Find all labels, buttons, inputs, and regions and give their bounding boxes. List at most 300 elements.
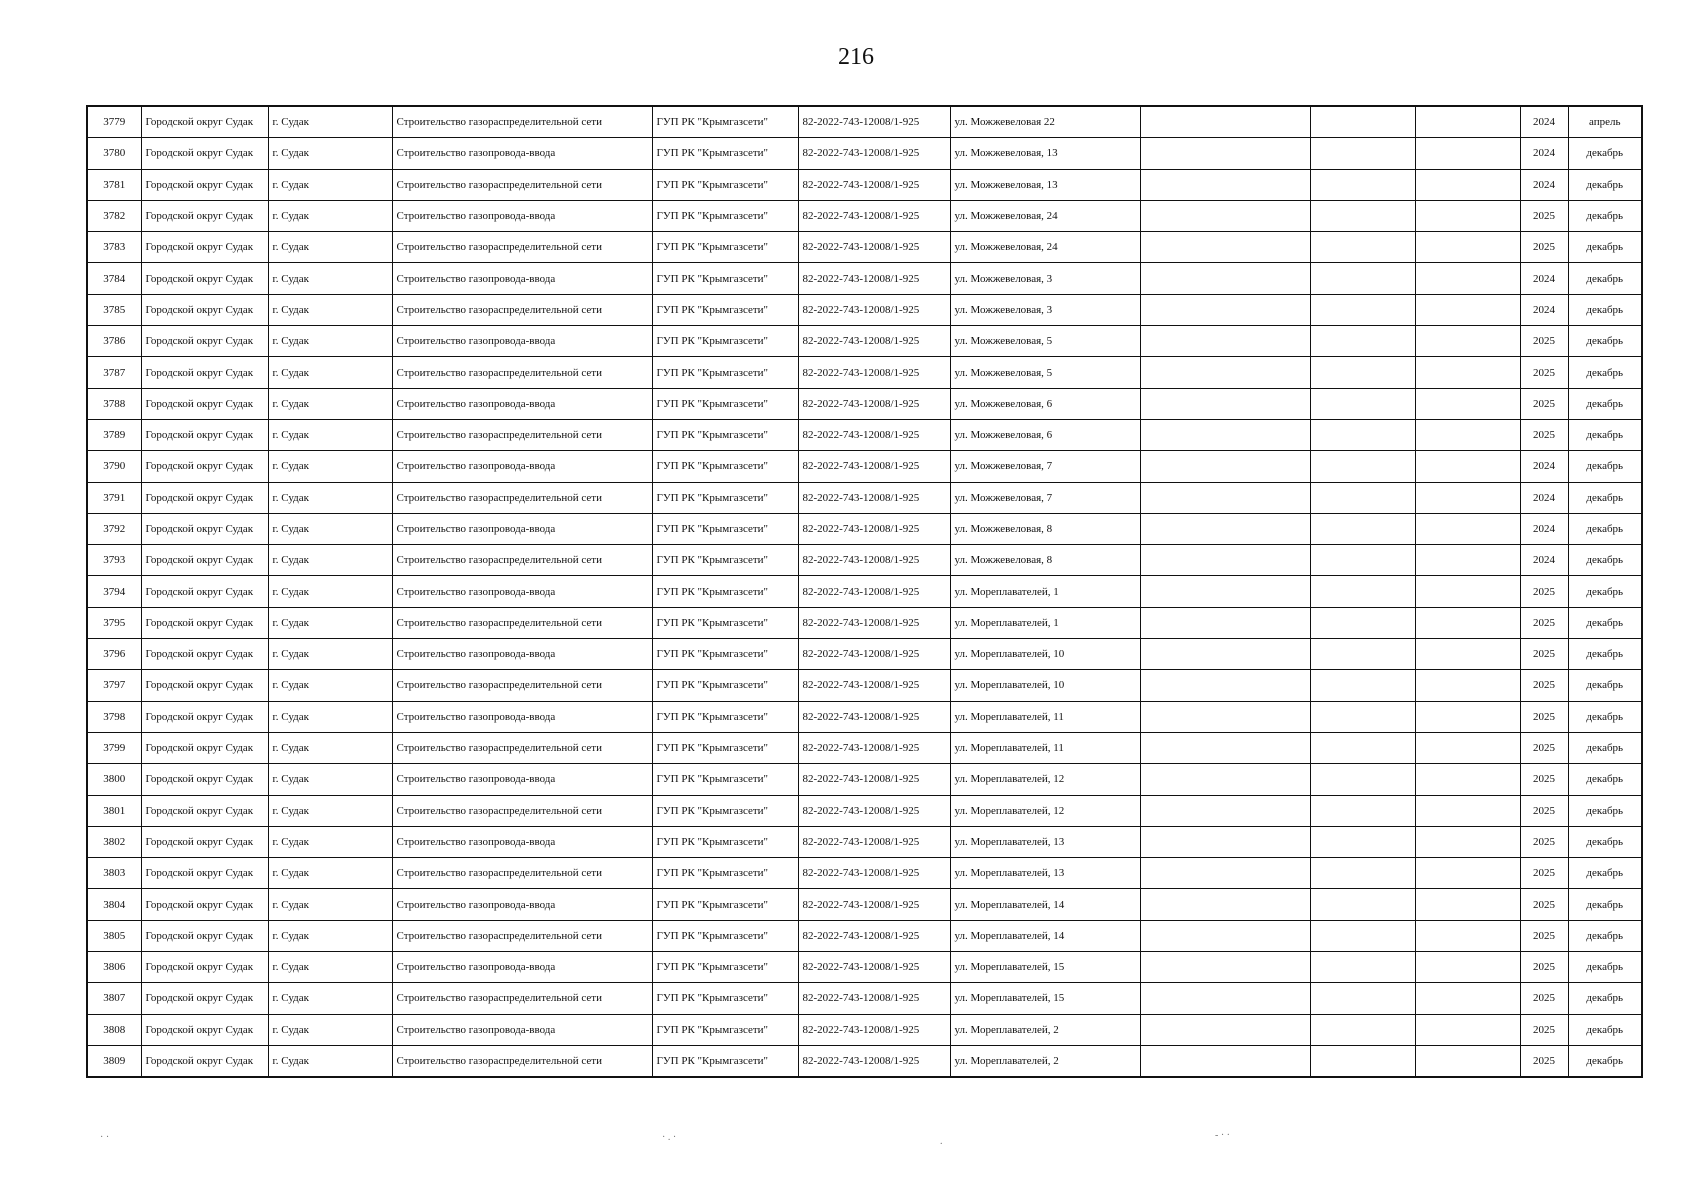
table-row	[87, 106, 1642, 138]
cell-empty	[1310, 388, 1415, 419]
cell-organization: ГУП РК "Крымгазсети"	[652, 576, 798, 607]
cell-district: Городской округ Судак	[141, 920, 268, 951]
cell-empty	[1140, 732, 1310, 763]
cell-empty	[1310, 858, 1415, 889]
cell-month: декабрь	[1568, 169, 1642, 200]
cell-empty	[1310, 263, 1415, 294]
cell-district: Городской округ Судак	[141, 294, 268, 325]
cell-row-number: 3800	[87, 764, 141, 795]
cell-row-number: 3789	[87, 419, 141, 450]
table-row	[87, 639, 1642, 670]
cell-district: Городской округ Судак	[141, 952, 268, 983]
cell-city: г. Судак	[268, 858, 392, 889]
page-number: 216	[838, 44, 874, 70]
cell-work-type: Строительство газопровода-ввода	[392, 388, 652, 419]
cell-program-code: 82-2022-743-12008/1-925	[798, 357, 950, 388]
cell-empty	[1415, 1014, 1520, 1045]
table-row	[87, 952, 1642, 983]
cell-row-number: 3785	[87, 294, 141, 325]
cell-empty	[1415, 858, 1520, 889]
cell-address: ул. Мореплавателей, 10	[950, 639, 1140, 670]
cell-district: Городской округ Судак	[141, 732, 268, 763]
cell-empty	[1140, 169, 1310, 200]
cell-city: г. Судак	[268, 920, 392, 951]
cell-year: 2024	[1520, 451, 1568, 482]
cell-address: ул. Мореплавателей, 2	[950, 1014, 1140, 1045]
cell-empty	[1140, 858, 1310, 889]
cell-city: г. Судак	[268, 419, 392, 450]
table-row	[87, 1014, 1642, 1045]
cell-city: г. Судак	[268, 701, 392, 732]
cell-program-code: 82-2022-743-12008/1-925	[798, 106, 950, 138]
cell-city: г. Судак	[268, 670, 392, 701]
cell-month: декабрь	[1568, 1014, 1642, 1045]
cell-empty	[1310, 732, 1415, 763]
cell-work-type: Строительство газораспределительной сети	[392, 232, 652, 263]
cell-year: 2024	[1520, 106, 1568, 138]
cell-program-code: 82-2022-743-12008/1-925	[798, 920, 950, 951]
cell-organization: ГУП РК "Крымгазсети"	[652, 826, 798, 857]
cell-city: г. Судак	[268, 232, 392, 263]
cell-city: г. Судак	[268, 795, 392, 826]
cell-empty	[1140, 826, 1310, 857]
cell-program-code: 82-2022-743-12008/1-925	[798, 889, 950, 920]
cell-work-type: Строительство газораспределительной сети	[392, 983, 652, 1014]
cell-work-type: Строительство газораспределительной сети	[392, 357, 652, 388]
cell-month: декабрь	[1568, 858, 1642, 889]
cell-empty	[1310, 952, 1415, 983]
table-row	[87, 138, 1642, 169]
cell-empty	[1140, 200, 1310, 231]
cell-month: декабрь	[1568, 795, 1642, 826]
cell-address: ул. Мореплавателей, 10	[950, 670, 1140, 701]
cell-work-type: Строительство газораспределительной сети	[392, 294, 652, 325]
cell-row-number: 3806	[87, 952, 141, 983]
cell-month: декабрь	[1568, 200, 1642, 231]
table-row	[87, 732, 1642, 763]
cell-year: 2025	[1520, 764, 1568, 795]
cell-month: декабрь	[1568, 419, 1642, 450]
cell-month: декабрь	[1568, 670, 1642, 701]
cell-work-type: Строительство газораспределительной сети	[392, 1045, 652, 1077]
cell-year: 2025	[1520, 920, 1568, 951]
cell-address: ул. Мореплавателей, 14	[950, 920, 1140, 951]
cell-row-number: 3793	[87, 545, 141, 576]
cell-row-number: 3798	[87, 701, 141, 732]
cell-organization: ГУП РК "Крымгазсети"	[652, 607, 798, 638]
cell-address: ул. Мореплавателей, 11	[950, 701, 1140, 732]
cell-empty	[1140, 607, 1310, 638]
cell-work-type: Строительство газораспределительной сети	[392, 419, 652, 450]
cell-district: Городской округ Судак	[141, 169, 268, 200]
cell-row-number: 3802	[87, 826, 141, 857]
cell-empty	[1140, 388, 1310, 419]
cell-empty	[1140, 1045, 1310, 1077]
cell-empty	[1140, 545, 1310, 576]
cell-district: Городской округ Судак	[141, 200, 268, 231]
cell-district: Городской округ Судак	[141, 795, 268, 826]
cell-empty	[1140, 294, 1310, 325]
cell-program-code: 82-2022-743-12008/1-925	[798, 670, 950, 701]
cell-year: 2024	[1520, 513, 1568, 544]
cell-program-code: 82-2022-743-12008/1-925	[798, 482, 950, 513]
cell-program-code: 82-2022-743-12008/1-925	[798, 952, 950, 983]
cell-city: г. Судак	[268, 263, 392, 294]
cell-city: г. Судак	[268, 169, 392, 200]
table-row	[87, 920, 1642, 951]
cell-work-type: Строительство газопровода-ввода	[392, 952, 652, 983]
cell-district: Городской округ Судак	[141, 513, 268, 544]
cell-district: Городской округ Судак	[141, 1045, 268, 1077]
cell-city: г. Судак	[268, 106, 392, 138]
cell-year: 2025	[1520, 232, 1568, 263]
cell-empty	[1415, 357, 1520, 388]
cell-organization: ГУП РК "Крымгазсети"	[652, 1014, 798, 1045]
cell-city: г. Судак	[268, 732, 392, 763]
cell-program-code: 82-2022-743-12008/1-925	[798, 764, 950, 795]
cell-year: 2025	[1520, 357, 1568, 388]
cell-year: 2025	[1520, 983, 1568, 1014]
cell-empty	[1310, 326, 1415, 357]
cell-row-number: 3791	[87, 482, 141, 513]
cell-empty	[1415, 263, 1520, 294]
cell-empty	[1415, 889, 1520, 920]
cell-empty	[1415, 639, 1520, 670]
cell-work-type: Строительство газопровода-ввода	[392, 200, 652, 231]
cell-row-number: 3782	[87, 200, 141, 231]
cell-address: ул. Мореплавателей, 15	[950, 983, 1140, 1014]
cell-year: 2025	[1520, 701, 1568, 732]
cell-address: ул. Можжевеловая 22	[950, 106, 1140, 138]
cell-district: Городской округ Судак	[141, 545, 268, 576]
cell-address: ул. Мореплавателей, 1	[950, 607, 1140, 638]
cell-district: Городской округ Судак	[141, 106, 268, 138]
table-row	[87, 294, 1642, 325]
cell-city: г. Судак	[268, 545, 392, 576]
cell-district: Городской округ Судак	[141, 263, 268, 294]
cell-empty	[1140, 920, 1310, 951]
cell-month: декабрь	[1568, 889, 1642, 920]
table-row	[87, 764, 1642, 795]
cell-address: ул. Мореплавателей, 1	[950, 576, 1140, 607]
cell-row-number: 3786	[87, 326, 141, 357]
cell-address: ул. Мореплавателей, 13	[950, 826, 1140, 857]
cell-empty	[1310, 294, 1415, 325]
cell-organization: ГУП РК "Крымгазсети"	[652, 1045, 798, 1077]
cell-month: декабрь	[1568, 920, 1642, 951]
cell-empty	[1140, 701, 1310, 732]
cell-work-type: Строительство газораспределительной сети	[392, 732, 652, 763]
cell-organization: ГУП РК "Крымгазсети"	[652, 858, 798, 889]
cell-year: 2024	[1520, 169, 1568, 200]
cell-empty	[1310, 983, 1415, 1014]
cell-year: 2025	[1520, 419, 1568, 450]
cell-district: Городской округ Судак	[141, 639, 268, 670]
cell-month: декабрь	[1568, 263, 1642, 294]
cell-organization: ГУП РК "Крымгазсети"	[652, 263, 798, 294]
cell-program-code: 82-2022-743-12008/1-925	[798, 576, 950, 607]
cell-empty	[1140, 1014, 1310, 1045]
cell-row-number: 3796	[87, 639, 141, 670]
cell-organization: ГУП РК "Крымгазсети"	[652, 419, 798, 450]
table-row	[87, 701, 1642, 732]
table-row	[87, 451, 1642, 482]
cell-organization: ГУП РК "Крымгазсети"	[652, 764, 798, 795]
table-row	[87, 513, 1642, 544]
cell-year: 2025	[1520, 576, 1568, 607]
cell-empty	[1415, 732, 1520, 763]
cell-program-code: 82-2022-743-12008/1-925	[798, 639, 950, 670]
cell-address: ул. Можжевеловая, 3	[950, 294, 1140, 325]
scan-speck: .	[940, 1136, 943, 1147]
scan-speck: · . ·	[662, 1132, 677, 1143]
cell-work-type: Строительство газораспределительной сети	[392, 106, 652, 138]
cell-address: ул. Можжевеловая, 7	[950, 451, 1140, 482]
cell-year: 2025	[1520, 952, 1568, 983]
cell-work-type: Строительство газораспределительной сети	[392, 670, 652, 701]
cell-row-number: 3797	[87, 670, 141, 701]
cell-year: 2025	[1520, 1014, 1568, 1045]
cell-empty	[1310, 889, 1415, 920]
cell-empty	[1415, 419, 1520, 450]
cell-address: ул. Мореплавателей, 11	[950, 732, 1140, 763]
cell-empty	[1415, 952, 1520, 983]
cell-row-number: 3805	[87, 920, 141, 951]
cell-city: г. Судак	[268, 764, 392, 795]
cell-row-number: 3795	[87, 607, 141, 638]
register-table	[86, 105, 1643, 1078]
cell-month: декабрь	[1568, 451, 1642, 482]
cell-year: 2025	[1520, 858, 1568, 889]
cell-district: Городской округ Судак	[141, 576, 268, 607]
cell-row-number: 3794	[87, 576, 141, 607]
cell-city: г. Судак	[268, 513, 392, 544]
cell-district: Городской округ Судак	[141, 482, 268, 513]
cell-month: декабрь	[1568, 701, 1642, 732]
cell-program-code: 82-2022-743-12008/1-925	[798, 983, 950, 1014]
table-row	[87, 576, 1642, 607]
table-row	[87, 419, 1642, 450]
cell-empty	[1310, 419, 1415, 450]
cell-empty	[1415, 701, 1520, 732]
cell-empty	[1140, 263, 1310, 294]
cell-empty	[1140, 889, 1310, 920]
cell-empty	[1310, 826, 1415, 857]
cell-month: апрель	[1568, 106, 1642, 138]
cell-program-code: 82-2022-743-12008/1-925	[798, 419, 950, 450]
cell-city: г. Судак	[268, 326, 392, 357]
cell-year: 2024	[1520, 545, 1568, 576]
cell-empty	[1415, 513, 1520, 544]
cell-work-type: Строительство газопровода-ввода	[392, 639, 652, 670]
cell-organization: ГУП РК "Крымгазсети"	[652, 545, 798, 576]
cell-district: Городской округ Судак	[141, 826, 268, 857]
cell-year: 2025	[1520, 826, 1568, 857]
cell-program-code: 82-2022-743-12008/1-925	[798, 545, 950, 576]
cell-work-type: Строительство газопровода-ввода	[392, 326, 652, 357]
cell-empty	[1140, 764, 1310, 795]
cell-organization: ГУП РК "Крымгазсети"	[652, 889, 798, 920]
cell-empty	[1310, 513, 1415, 544]
cell-program-code: 82-2022-743-12008/1-925	[798, 200, 950, 231]
cell-program-code: 82-2022-743-12008/1-925	[798, 326, 950, 357]
cell-empty	[1415, 138, 1520, 169]
cell-empty	[1310, 232, 1415, 263]
cell-address: ул. Можжевеловая, 5	[950, 357, 1140, 388]
cell-address: ул. Можжевеловая, 8	[950, 545, 1140, 576]
cell-empty	[1415, 232, 1520, 263]
cell-address: ул. Можжевеловая, 6	[950, 419, 1140, 450]
cell-year: 2025	[1520, 200, 1568, 231]
cell-year: 2025	[1520, 795, 1568, 826]
cell-program-code: 82-2022-743-12008/1-925	[798, 232, 950, 263]
cell-row-number: 3780	[87, 138, 141, 169]
cell-empty	[1140, 795, 1310, 826]
cell-work-type: Строительство газопровода-ввода	[392, 889, 652, 920]
cell-program-code: 82-2022-743-12008/1-925	[798, 169, 950, 200]
cell-row-number: 3808	[87, 1014, 141, 1045]
cell-organization: ГУП РК "Крымгазсети"	[652, 169, 798, 200]
cell-row-number: 3807	[87, 983, 141, 1014]
cell-organization: ГУП РК "Крымгазсети"	[652, 952, 798, 983]
cell-empty	[1310, 451, 1415, 482]
cell-work-type: Строительство газораспределительной сети	[392, 920, 652, 951]
cell-city: г. Судак	[268, 983, 392, 1014]
cell-district: Городской округ Судак	[141, 419, 268, 450]
cell-district: Городской округ Судак	[141, 1014, 268, 1045]
cell-year: 2024	[1520, 138, 1568, 169]
cell-district: Городской округ Судак	[141, 326, 268, 357]
cell-empty	[1310, 106, 1415, 138]
cell-row-number: 3803	[87, 858, 141, 889]
table-row	[87, 357, 1642, 388]
cell-empty	[1415, 106, 1520, 138]
cell-organization: ГУП РК "Крымгазсети"	[652, 983, 798, 1014]
cell-organization: ГУП РК "Крымгазсети"	[652, 388, 798, 419]
cell-program-code: 82-2022-743-12008/1-925	[798, 826, 950, 857]
cell-program-code: 82-2022-743-12008/1-925	[798, 1014, 950, 1045]
cell-address: ул. Можжевеловая, 8	[950, 513, 1140, 544]
cell-program-code: 82-2022-743-12008/1-925	[798, 138, 950, 169]
cell-empty	[1310, 1045, 1415, 1077]
cell-program-code: 82-2022-743-12008/1-925	[798, 513, 950, 544]
cell-work-type: Строительство газопровода-ввода	[392, 701, 652, 732]
cell-address: ул. Можжевеловая, 7	[950, 482, 1140, 513]
cell-empty	[1415, 983, 1520, 1014]
cell-empty	[1415, 1045, 1520, 1077]
cell-month: декабрь	[1568, 138, 1642, 169]
cell-city: г. Судак	[268, 388, 392, 419]
cell-empty	[1140, 326, 1310, 357]
cell-month: декабрь	[1568, 513, 1642, 544]
cell-empty	[1415, 795, 1520, 826]
cell-district: Городской округ Судак	[141, 357, 268, 388]
cell-city: г. Судак	[268, 826, 392, 857]
cell-work-type: Строительство газопровода-ввода	[392, 576, 652, 607]
cell-address: ул. Мореплавателей, 12	[950, 764, 1140, 795]
cell-month: декабрь	[1568, 357, 1642, 388]
cell-city: г. Судак	[268, 138, 392, 169]
cell-work-type: Строительство газораспределительной сети	[392, 795, 652, 826]
cell-row-number: 3781	[87, 169, 141, 200]
cell-work-type: Строительство газопровода-ввода	[392, 1014, 652, 1045]
cell-address: ул. Можжевеловая, 24	[950, 232, 1140, 263]
cell-city: г. Судак	[268, 639, 392, 670]
cell-empty	[1415, 670, 1520, 701]
table-row	[87, 263, 1642, 294]
cell-city: г. Судак	[268, 607, 392, 638]
cell-empty	[1415, 482, 1520, 513]
cell-address: ул. Мореплавателей, 2	[950, 1045, 1140, 1077]
cell-month: декабрь	[1568, 639, 1642, 670]
cell-row-number: 3790	[87, 451, 141, 482]
cell-organization: ГУП РК "Крымгазсети"	[652, 326, 798, 357]
cell-work-type: Строительство газораспределительной сети	[392, 482, 652, 513]
cell-row-number: 3784	[87, 263, 141, 294]
cell-program-code: 82-2022-743-12008/1-925	[798, 1045, 950, 1077]
cell-work-type: Строительство газораспределительной сети	[392, 607, 652, 638]
cell-month: декабрь	[1568, 983, 1642, 1014]
cell-organization: ГУП РК "Крымгазсети"	[652, 294, 798, 325]
cell-empty	[1310, 764, 1415, 795]
cell-empty	[1310, 920, 1415, 951]
cell-program-code: 82-2022-743-12008/1-925	[798, 607, 950, 638]
cell-year: 2025	[1520, 1045, 1568, 1077]
cell-address: ул. Можжевеловая, 5	[950, 326, 1140, 357]
cell-district: Городской округ Судак	[141, 889, 268, 920]
cell-empty	[1140, 639, 1310, 670]
cell-empty	[1415, 451, 1520, 482]
table-row	[87, 232, 1642, 263]
table-row	[87, 607, 1642, 638]
cell-empty	[1140, 419, 1310, 450]
cell-month: декабрь	[1568, 764, 1642, 795]
cell-address: ул. Мореплавателей, 14	[950, 889, 1140, 920]
cell-organization: ГУП РК "Крымгазсети"	[652, 670, 798, 701]
cell-month: декабрь	[1568, 232, 1642, 263]
cell-empty	[1140, 983, 1310, 1014]
cell-district: Городской округ Судак	[141, 232, 268, 263]
cell-year: 2024	[1520, 482, 1568, 513]
cell-address: ул. Можжевеловая, 24	[950, 200, 1140, 231]
cell-year: 2024	[1520, 263, 1568, 294]
cell-organization: ГУП РК "Крымгазсети"	[652, 451, 798, 482]
cell-empty	[1310, 357, 1415, 388]
cell-city: г. Судак	[268, 889, 392, 920]
cell-empty	[1310, 670, 1415, 701]
cell-row-number: 3792	[87, 513, 141, 544]
cell-program-code: 82-2022-743-12008/1-925	[798, 263, 950, 294]
cell-district: Городской округ Судак	[141, 701, 268, 732]
cell-row-number: 3804	[87, 889, 141, 920]
cell-empty	[1140, 576, 1310, 607]
cell-district: Городской округ Судак	[141, 858, 268, 889]
cell-empty	[1310, 138, 1415, 169]
cell-organization: ГУП РК "Крымгазсети"	[652, 639, 798, 670]
cell-empty	[1415, 200, 1520, 231]
cell-city: г. Судак	[268, 451, 392, 482]
cell-empty	[1140, 451, 1310, 482]
cell-year: 2025	[1520, 889, 1568, 920]
cell-empty	[1310, 795, 1415, 826]
cell-row-number: 3779	[87, 106, 141, 138]
table-row	[87, 200, 1642, 231]
cell-address: ул. Мореплавателей, 12	[950, 795, 1140, 826]
cell-empty	[1415, 576, 1520, 607]
cell-month: декабрь	[1568, 607, 1642, 638]
cell-empty	[1415, 826, 1520, 857]
table-row	[87, 826, 1642, 857]
